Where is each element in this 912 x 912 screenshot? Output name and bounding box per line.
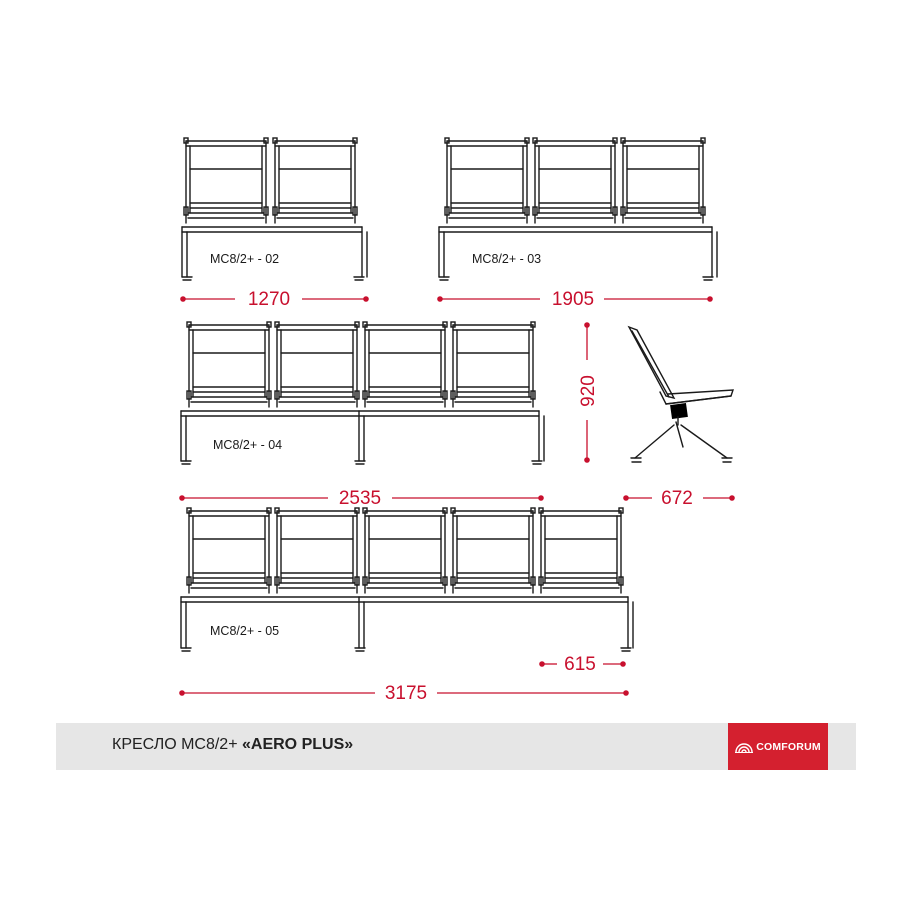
model-label-05: MC8/2+ - 05 [210, 624, 280, 638]
bench-leg [181, 597, 191, 651]
seat [187, 508, 271, 593]
brand-name: COMFORUM [756, 740, 821, 753]
dimension-width-3 [437, 289, 713, 310]
model-label-04: MC8/2+ - 04 [213, 438, 283, 452]
seat [539, 508, 623, 593]
bench-leg [355, 597, 365, 651]
side-view-chair [629, 327, 733, 462]
bench-leg [354, 227, 367, 280]
bench-beam [182, 227, 362, 232]
dimension-value: 1270 [247, 289, 291, 310]
bench-leg [355, 411, 365, 464]
model-label-02: MC8/2+ - 02 [210, 252, 280, 266]
dimension-width-4 [179, 488, 544, 509]
seat [451, 322, 535, 407]
bench-leg [439, 227, 449, 280]
product-title [112, 736, 353, 754]
dimension-value: 1905 [551, 289, 595, 310]
brand-logo [728, 723, 828, 770]
dimension-depth [623, 488, 735, 509]
bench-leg [703, 227, 717, 280]
product-title-name: «AERO PLUS» [242, 736, 354, 753]
seat [187, 322, 271, 407]
footer-bar [56, 723, 856, 770]
comforum-logo-icon [735, 741, 753, 753]
seat [451, 508, 535, 593]
dimension-width-2 [180, 289, 369, 310]
seat [445, 138, 529, 223]
bench-leg [182, 227, 192, 280]
bench-beam [181, 597, 628, 602]
bench-leg [181, 411, 191, 464]
dimension-height [578, 322, 599, 463]
dimension-value: 3175 [384, 683, 428, 704]
dimension-seat-pitch [539, 654, 626, 675]
dimension-value: 615 [564, 654, 596, 675]
seat [275, 508, 359, 593]
dimension-value: 2535 [338, 488, 382, 509]
bench-beam [181, 411, 539, 416]
dimension-value: 672 [661, 488, 693, 509]
seat [621, 138, 705, 223]
bench-beam [439, 227, 712, 232]
dimension-value: 920 [578, 375, 599, 407]
bench-leg [621, 597, 633, 651]
seat [533, 138, 617, 223]
model-label-03: MC8/2+ - 03 [472, 252, 542, 266]
seat [363, 508, 447, 593]
dimension-width-5 [179, 683, 629, 704]
seat [184, 138, 268, 223]
seat [275, 322, 359, 407]
seat [363, 322, 447, 407]
product-title-prefix: КРЕСЛО МС8/2+ [112, 736, 242, 753]
seat [273, 138, 357, 223]
bench-leg [532, 411, 544, 464]
